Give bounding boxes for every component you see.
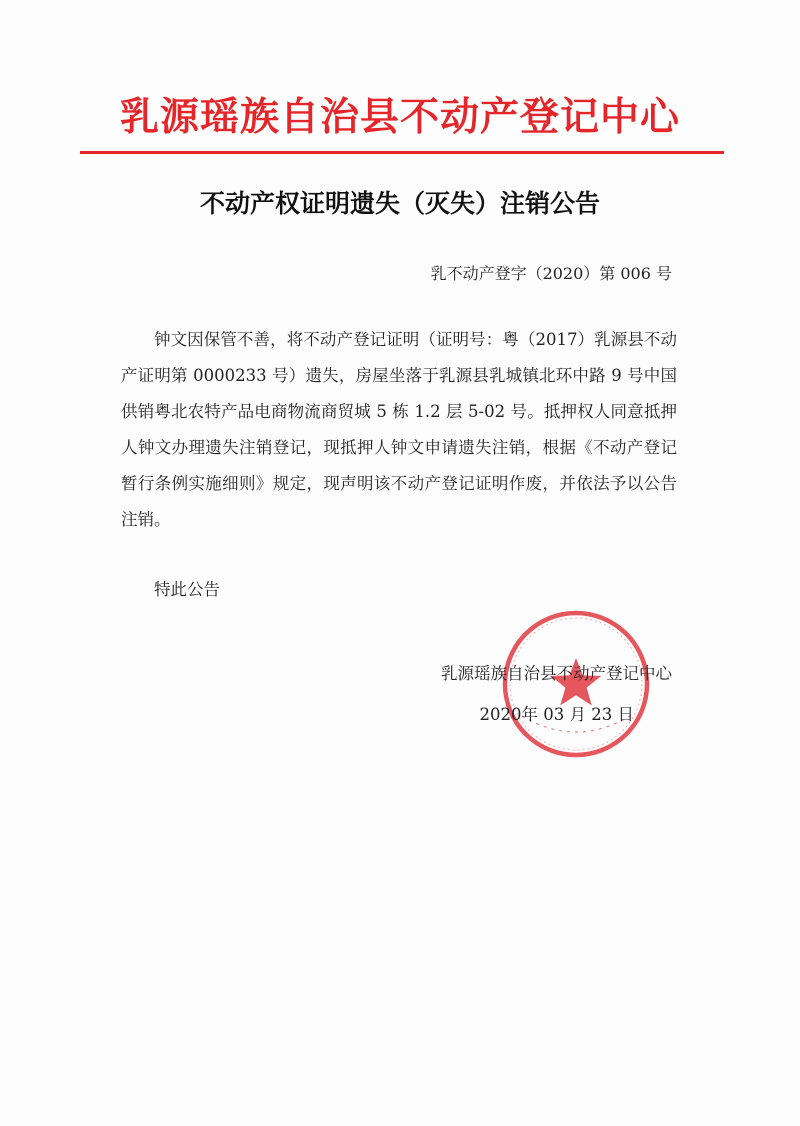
signature-date: 2020年 03 月 23 日	[479, 705, 634, 724]
signature-organization: 乳源瑶族自治县不动产登记中心	[441, 664, 672, 683]
letterhead-title: 乳源瑶族自治县不动产登记中心	[119, 94, 680, 140]
document-number: 乳不动产登字（2020）第 006 号	[430, 264, 672, 283]
notice-closing: 特此公告	[154, 580, 220, 599]
notice-body: 钟文因保管不善，将不动产登记证明（证明号：粤（2017）乳源县不动产证明第 0000233 号）遗失，房屋坐落于乳源县乳城镇北环中路 9 号中国供销粤北农特产品电商物流商贸城 5 栋 1.2 层 5-02 号。抵押权人同意抵押人钟文办理遗失注销登记，现抵押人钟文申请遗失注销，根据《不动产登记暂行条例实施细则》规定，现声明该不动产登记证明作废，并依法予以公告注销。	[121, 330, 677, 529]
notice-title: 不动产权证明遗失（灭失）注销公告	[199, 189, 600, 218]
letterhead-red-rule	[80, 151, 724, 154]
